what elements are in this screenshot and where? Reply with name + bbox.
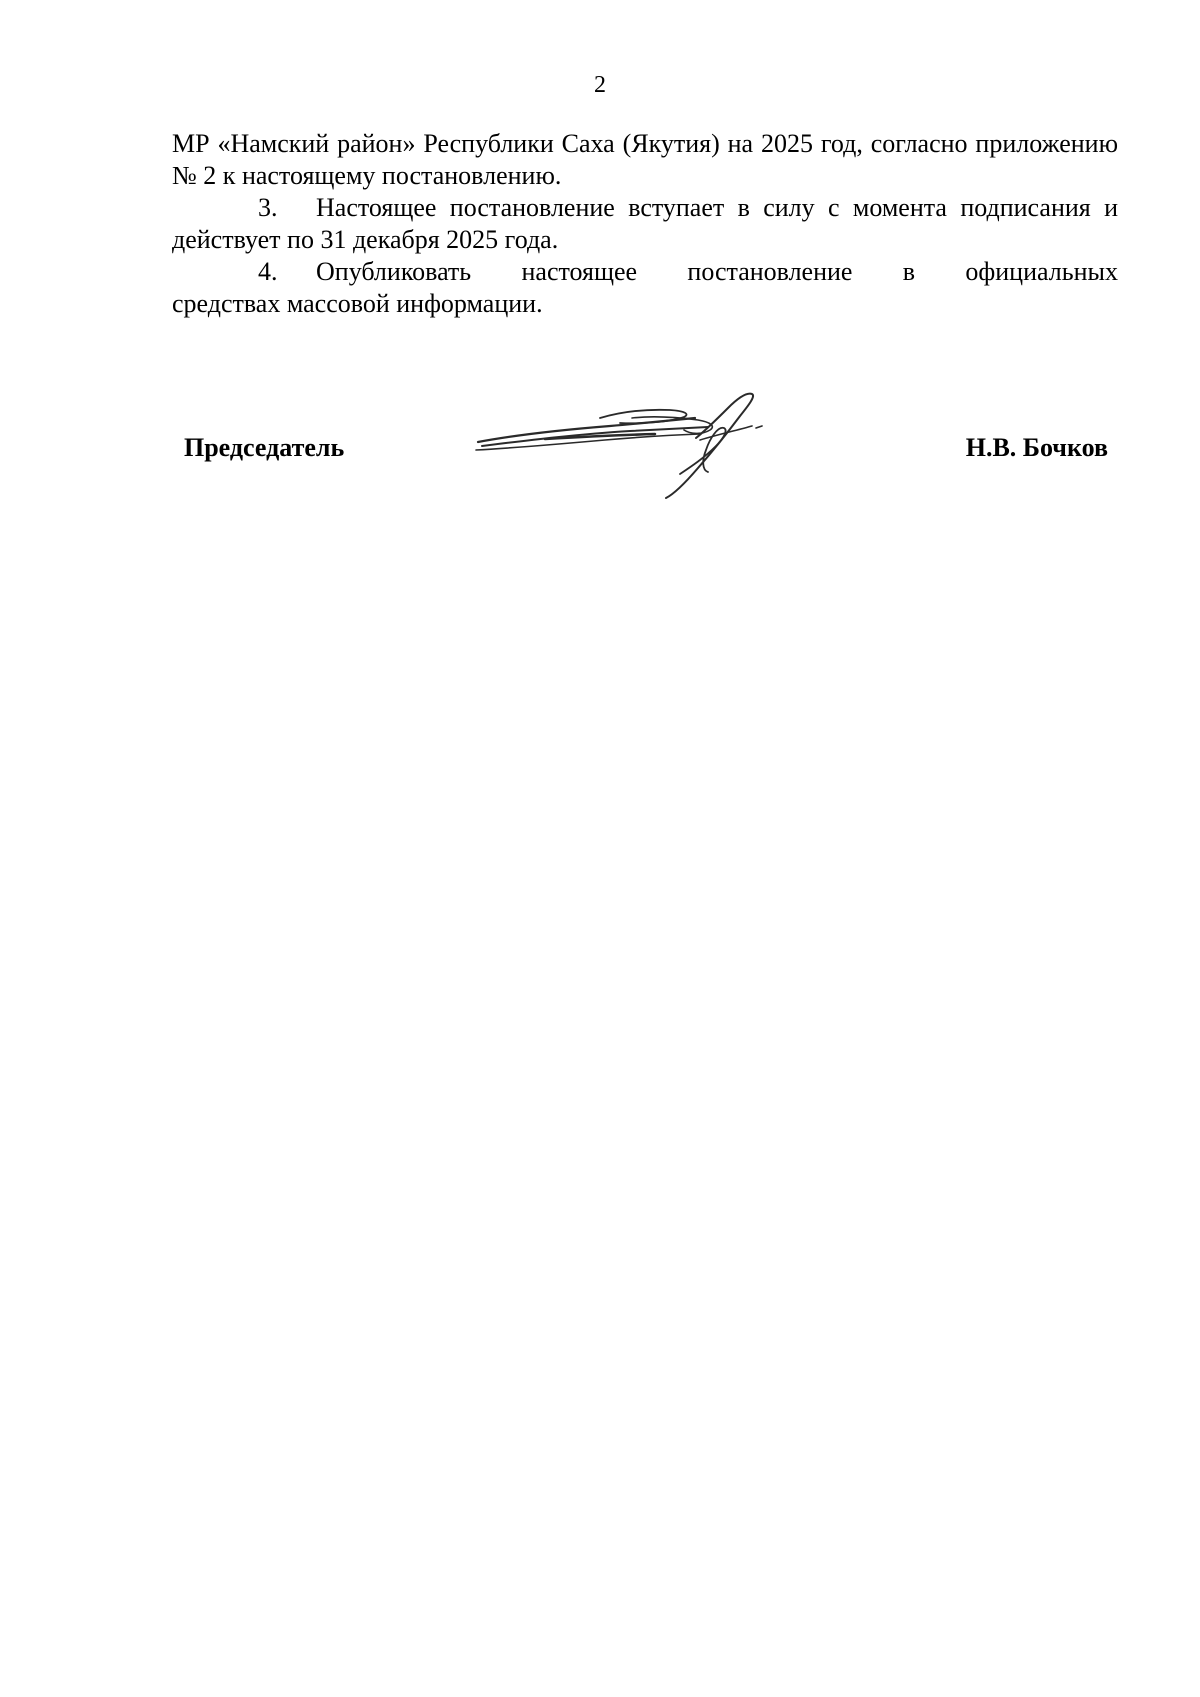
paragraph-text: Опубликовать настоящее постановление в официальных <box>316 257 1118 286</box>
signature-strokes <box>476 394 762 498</box>
page-number: 2 <box>594 72 606 98</box>
paragraph-item-4-continued: средствах массовой информации. <box>172 289 543 318</box>
paragraph-number: 3. <box>258 193 278 222</box>
signature-stroke <box>666 394 753 498</box>
handwritten-signature <box>470 390 790 500</box>
paragraph-text: Настоящее постановление вступает в силу с момента подписания и действует по 31 декабря 2025 года. <box>172 193 1118 254</box>
paragraph-number: 4. <box>258 257 278 286</box>
signatory-title: Председатель <box>184 433 345 462</box>
signature-stroke <box>756 426 762 428</box>
paragraph-item-4 <box>172 256 1118 288</box>
paragraph-continuation: МР «Намский район» Республики Саха (Якутия) на 2025 год, согласно приложению № 2 к настоящему постановлению. <box>172 129 1118 190</box>
document-body <box>172 128 1118 320</box>
paragraph-item-3 <box>172 192 1118 256</box>
signatory-name: Н.В. Бочков <box>965 433 1108 462</box>
